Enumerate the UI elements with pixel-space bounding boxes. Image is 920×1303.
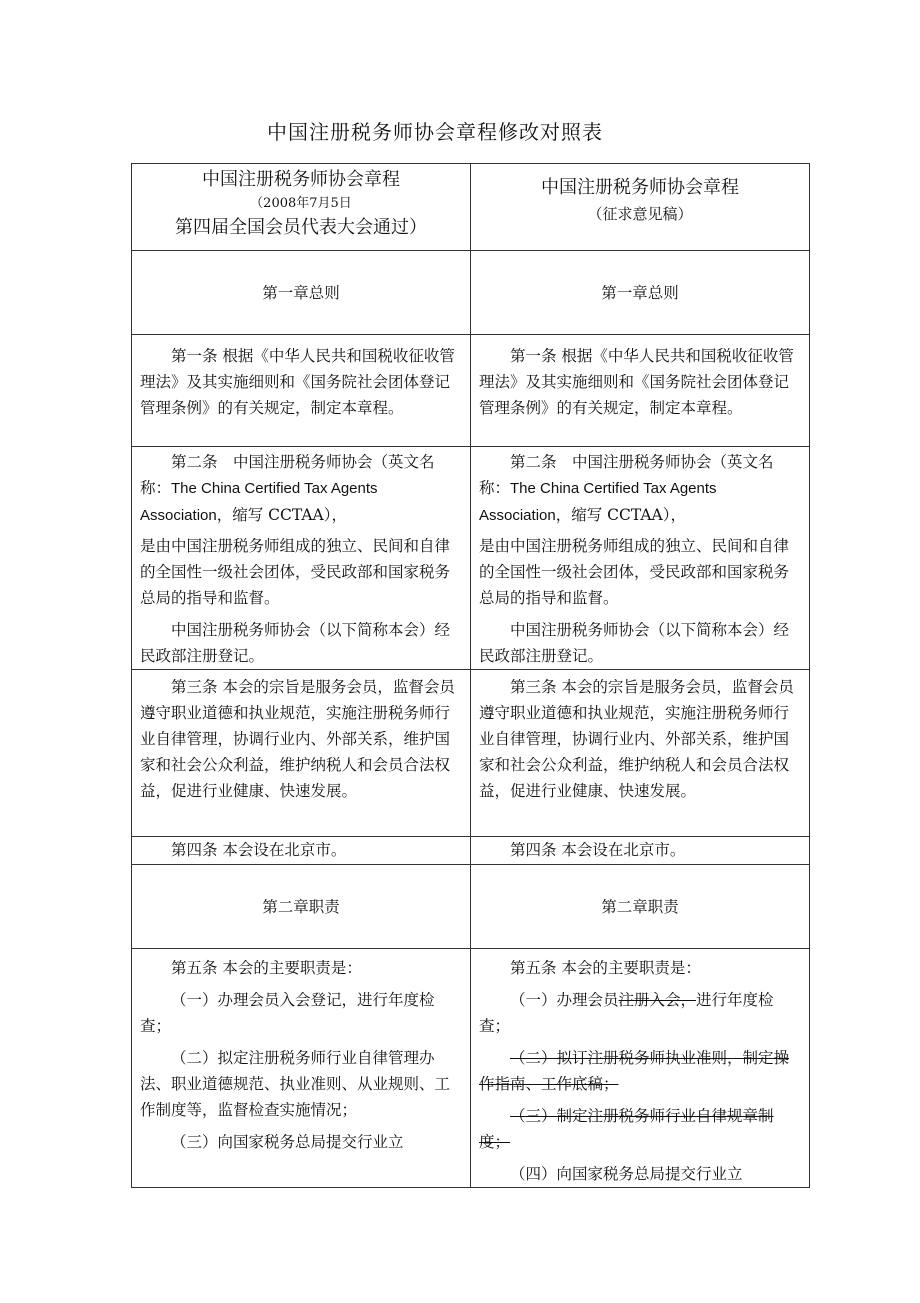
- left-art2-en: The China Certified Tax Agents Association: [140, 480, 378, 524]
- comparison-table: [131, 163, 810, 1188]
- right-header-cell: [471, 164, 810, 251]
- left-art5-cell: [132, 949, 471, 1188]
- right-art4-cell: [471, 837, 810, 865]
- left-chapter1: 第一章总则: [132, 251, 471, 335]
- right-item2-deleted: （二）拟订注册税务师执业准则，制定操作指南、工作底稿；: [479, 1049, 790, 1093]
- right-header-status: （征求意见稿）: [587, 205, 693, 223]
- left-art3: 第三条 本会的宗旨是服务会员，监督会员遵守职业道德和执业规范，实施注册税务师行业自律管理，协调行业内、外部关系，维护国家和社会公众利益，维护纳税人和会员合法权益，促进行业健康、快速发展。: [140, 678, 455, 800]
- right-art2-suffix: ，缩写 CCTAA），: [555, 506, 686, 524]
- left-chapter2: 第二章职责: [132, 865, 471, 949]
- right-header-name: 中国注册税务师协会章程: [541, 177, 739, 198]
- left-header-date: （2008年7月5日: [250, 196, 352, 211]
- right-item1-deleted: 注册入会，: [618, 991, 697, 1009]
- right-art2-body: 是由中国注册税务师组成的独立、民间和自律的全国性一级社会团体，受民政部和国家税务总局的指导和监督。: [479, 537, 790, 607]
- right-item1-a: （一）办理会员: [510, 991, 619, 1009]
- left-art2-suffix: ，缩写 CCTAA），: [216, 506, 347, 524]
- left-art4: 第四条 本会设在北京市。: [171, 841, 347, 859]
- left-item1: （一）办理会员入会登记，进行年度检查；: [140, 991, 435, 1035]
- right-art4: 第四条 本会设在北京市。: [510, 841, 686, 859]
- right-art3: 第三条 本会的宗旨是服务会员，监督会员遵守职业道德和执业规范，实施注册税务师行业自律管理，协调行业内、外部关系，维护国家和社会公众利益，维护纳税人和会员合法权益，促进行业健康、快速发展。: [479, 678, 794, 800]
- right-art2-prefix: 第二条 中国注册税务师协会（英文名称：: [479, 453, 774, 497]
- right-chapter1: 第一章总则: [471, 251, 810, 335]
- left-header-passed: 第四届全国会员代表大会通过）: [175, 217, 427, 238]
- right-art5: 第五条 本会的主要职责是：: [510, 959, 701, 977]
- right-art1-cell: [471, 335, 810, 447]
- left-item3: （三）向国家税务总局提交行业立: [171, 1133, 404, 1151]
- left-art5: 第五条 本会的主要职责是：: [171, 959, 362, 977]
- right-art5-cell: [471, 949, 810, 1188]
- left-art2-reg: 中国注册税务师协会（以下简称本会）经民政部注册登记。: [140, 621, 451, 665]
- right-art1: 第一条 根据《中华人民共和国税收征收管理法》及其实施细则和《国务院社会团体登记管理条例》的有关规定，制定本章程。: [479, 347, 794, 417]
- left-art3-cell: [132, 670, 471, 837]
- left-art2-prefix: 第二条 中国注册税务师协会（英文名称：: [140, 453, 435, 497]
- left-item2: （二）拟定注册税务师行业自律管理办法、职业道德规范、执业准则、从业规则、工作制度等，监督检查实施情况；: [140, 1049, 451, 1119]
- right-art2-cell: [471, 447, 810, 670]
- right-item4: （四）向国家税务总局提交行业立: [510, 1165, 743, 1183]
- left-art1-cell: [132, 335, 471, 447]
- left-header-cell: [132, 164, 471, 251]
- left-header-name: 中国注册税务师协会章程: [202, 169, 400, 190]
- right-item3-deleted: （三）制定注册税务师行业自律规章制度；: [479, 1107, 774, 1151]
- right-art2-reg: 中国注册税务师协会（以下简称本会）经民政部注册登记。: [479, 621, 790, 665]
- left-art1: 第一条 根据《中华人民共和国税收征收管理法》及其实施细则和《国务院社会团体登记管理条例》的有关规定，制定本章程。: [140, 347, 455, 417]
- right-art2-en: The China Certified Tax Agents Association: [479, 480, 717, 524]
- right-chapter2: 第二章职责: [471, 865, 810, 949]
- page-title: 中国注册税务师协会章程修改对照表: [267, 120, 603, 144]
- right-item1-b: 进行年度检查；: [479, 991, 774, 1035]
- left-art4-cell: [132, 837, 471, 865]
- left-art2-cell: [132, 447, 471, 670]
- left-art2-body: 是由中国注册税务师组成的独立、民间和自律的全国性一级社会团体，受民政部和国家税务总局的指导和监督。: [140, 537, 451, 607]
- right-art3-cell: [471, 670, 810, 837]
